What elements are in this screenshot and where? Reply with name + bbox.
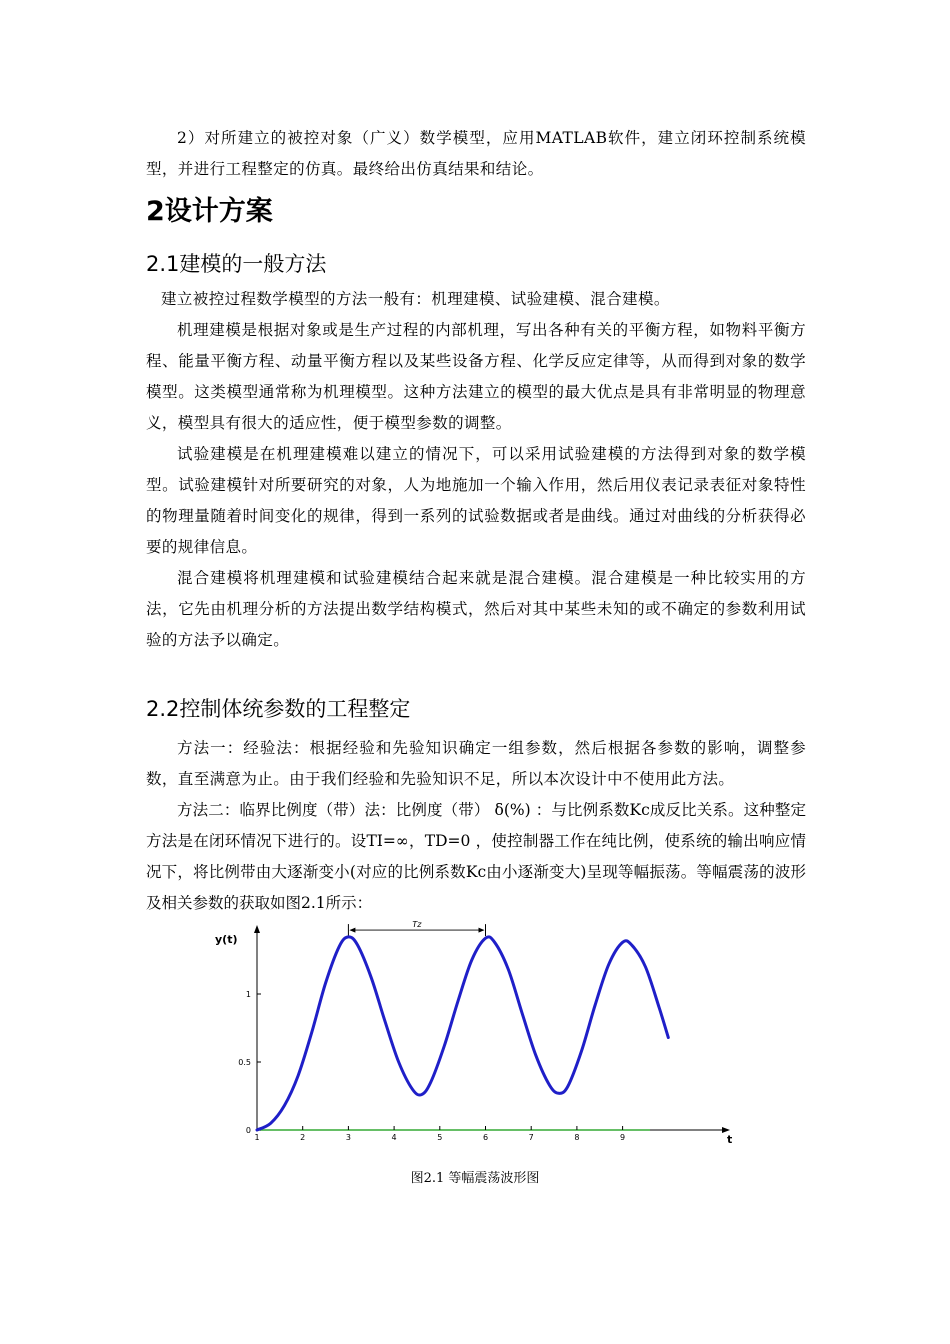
x-tick-label: 5 <box>437 1133 443 1142</box>
period-arrow-left <box>349 928 355 933</box>
heading-modeling-methods: 2.1建模的一般方法 <box>146 252 327 276</box>
figure-caption: 图2.1 等幅震荡波形图 <box>410 1171 540 1186</box>
paragraph-item-2: 2）对所建立的被控对象（广义）数学模型，应用MATLAB软件，建立闭环控制系统模型，并进行工程整定的仿真。最终给出仿真结果和结论。 <box>146 129 806 178</box>
x-axis-label: t <box>727 1133 733 1146</box>
paragraph-method-one: 方法一：经验法：根据经验和先验知识确定一组参数，然后根据各参数的影响，调整参数，直至满意为止。由于我们经验和先验知识不足，所以本次设计中不使用此方法。 <box>146 739 806 788</box>
paragraph-intro: 建立被控过程数学模型的方法一般有：机理建模、试验建模、混合建模。 <box>161 290 670 308</box>
paragraph-mechanism-modeling: 机理建模是根据对象或是生产过程的内部机理，写出各种有关的平衡方程，如物料平衡方程、能量平衡方程、动量平衡方程以及某些设备方程、化学反应定律等，从而得到对象的数学模型。这类模型通常称为机理模型。这种方法建立的模型的最大优点是具有非常明显的物理意义，模型具有很大的适应性，便于模型参数的调整。 <box>146 321 806 432</box>
paragraph-experimental-modeling: 试验建模是在机理建模难以建立的情况下，可以采用试验建模的方法得到对象的数学模型。试验建模针对所要研究的对象，人为地施加一个输入作用，然后用仪表记录表征对象特性的物理量随着时间变化的规律，得到一系列的试验数据或者是曲线。通过对曲线的分析获得必要的规律信息。 <box>146 445 806 556</box>
oscillation-chart <box>195 915 765 1155</box>
oscillation-curve <box>257 937 668 1130</box>
x-tick-label: 8 <box>574 1133 580 1142</box>
paragraph-hybrid-modeling: 混合建模将机理建模和试验建模结合起来就是混合建模。混合建模是一种比较实用的方法，它先由机理分析的方法提出数学结构模式，然后对其中某些未知的或不确定的参数利用试验的方法予以确定。 <box>146 569 806 649</box>
y-tick-label: 0 <box>245 1126 251 1135</box>
x-tick-label: 2 <box>300 1133 306 1142</box>
x-tick-label: 4 <box>391 1133 397 1142</box>
y-tick-label: 1 <box>245 990 251 999</box>
period-label: Tz <box>412 920 422 930</box>
period-arrow-right <box>479 928 485 933</box>
paragraph-method-two: 方法二：临界比例度（带）法：比例度（带） δ(%) ：与比例系数Kc成反比关系。这种整定方法是在闭环情况下进行的。设TI=∞，TD=0 ，使控制器工作在纯比例，使系统的输出响应情况下，将比例带由大逐渐变小(对应的比例系数Kc由小逐渐变大)呈现等幅振荡。等幅震荡的波形及相关参数的获取如图2.1所示： <box>146 801 806 912</box>
y-axis-arrow <box>254 925 260 933</box>
x-tick-label: 9 <box>620 1133 626 1142</box>
x-tick-label: 6 <box>482 1133 489 1142</box>
x-tick-label: 7 <box>528 1133 534 1142</box>
y-axis-label: y(t) <box>215 933 238 946</box>
x-tick-label: 1 <box>254 1133 260 1142</box>
heading-design-scheme: 2设计方案 <box>146 196 273 227</box>
x-tick-label: 3 <box>345 1133 351 1142</box>
y-tick-label: 0.5 <box>238 1058 251 1067</box>
heading-parameter-tuning: 2.2控制体统参数的工程整定 <box>146 697 411 721</box>
